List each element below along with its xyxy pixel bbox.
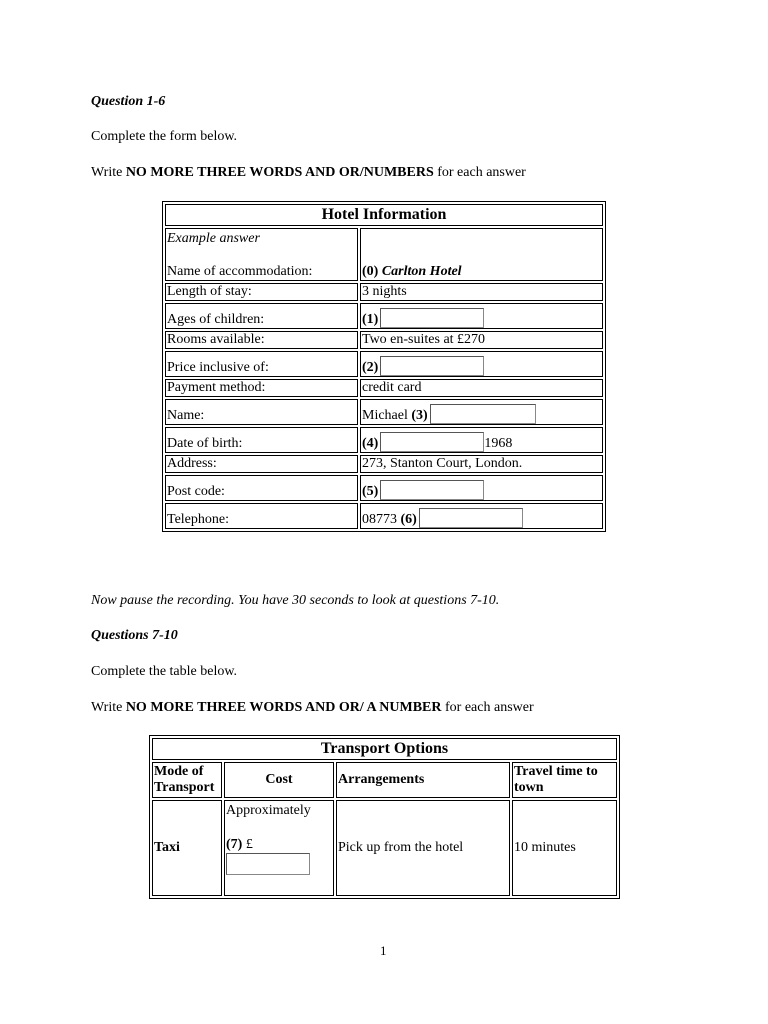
answer-4-input[interactable] bbox=[380, 432, 484, 452]
question-5-number: (5) bbox=[362, 484, 379, 499]
row-rooms-available-label: Rooms available: bbox=[165, 331, 358, 349]
transport-table-caption: Transport Options bbox=[152, 738, 617, 760]
page-number: 1 bbox=[380, 943, 387, 958]
cell-travel-time: 10 minutes bbox=[512, 800, 617, 896]
cell-mode: Taxi bbox=[152, 800, 222, 896]
row-ages-of-children-value bbox=[360, 303, 603, 329]
hotel-information-table bbox=[162, 201, 606, 532]
transport-options-table bbox=[149, 735, 620, 899]
telephone-prefix: 08773 bbox=[362, 512, 401, 527]
header-travel-time: Travel time to town bbox=[512, 762, 617, 798]
header-arrangements: Arrangements bbox=[336, 762, 510, 798]
example-number: (0) bbox=[362, 264, 379, 279]
cost-line bbox=[226, 837, 332, 853]
hotel-table-caption: Hotel Information bbox=[165, 204, 603, 226]
question-3-number: (3) bbox=[411, 408, 428, 423]
row-rooms-available-value: Two en-suites at £270 bbox=[360, 331, 603, 349]
cell-cost bbox=[224, 800, 334, 896]
question-7-number: (7) bbox=[226, 837, 243, 852]
cost-approximately: Approximately bbox=[226, 803, 311, 818]
section2-title: Questions 7-10 bbox=[91, 628, 178, 643]
word-limit-suffix: for each answer bbox=[441, 700, 534, 715]
row-date-of-birth-label: Date of birth: bbox=[165, 427, 358, 453]
word-limit-suffix: for each answer bbox=[433, 165, 526, 180]
question-2-number: (2) bbox=[362, 360, 379, 375]
answer-2-input[interactable] bbox=[380, 356, 484, 376]
row-price-inclusive-value bbox=[360, 351, 603, 377]
answer-6-input[interactable] bbox=[419, 508, 523, 528]
row-payment-method-value: credit card bbox=[360, 379, 603, 397]
word-limit-prefix: Write bbox=[91, 700, 126, 715]
answer-5-input[interactable] bbox=[380, 480, 484, 500]
row-payment-method-label: Payment method: bbox=[165, 379, 358, 397]
row-length-of-stay-label: Length of stay: bbox=[165, 283, 358, 301]
row-price-inclusive-label: Price inclusive of: bbox=[165, 351, 358, 377]
row-telephone-label: Telephone: bbox=[165, 503, 358, 529]
currency-symbol: £ bbox=[242, 837, 253, 852]
header-mode: Mode of Transport bbox=[152, 762, 222, 798]
row-name-of-accommodation-label bbox=[165, 228, 358, 281]
question-4-number: (4) bbox=[362, 436, 379, 451]
word-limit-bold: NO MORE THREE WORDS AND OR/ A NUMBER bbox=[125, 700, 442, 715]
word-limit-prefix: Write bbox=[91, 165, 126, 180]
question-1-number: (1) bbox=[362, 312, 379, 327]
row-name-label: Name: bbox=[165, 399, 358, 425]
row-date-of-birth-value bbox=[360, 427, 603, 453]
answer-3-input[interactable] bbox=[430, 404, 536, 424]
section2-instruction: Complete the table below. bbox=[91, 664, 238, 679]
row-post-code-value bbox=[360, 475, 603, 501]
answer-7-input[interactable] bbox=[226, 853, 310, 875]
header-cost: Cost bbox=[224, 762, 334, 798]
row-name-value bbox=[360, 399, 603, 425]
name-prefix: Michael bbox=[362, 408, 412, 423]
answer-1-input[interactable] bbox=[380, 308, 484, 328]
label-text: Name of accommodation: bbox=[167, 264, 313, 279]
section1-title: Question 1-6 bbox=[91, 94, 166, 109]
question-6-number: (6) bbox=[400, 512, 417, 527]
section1-word-limit bbox=[91, 165, 526, 181]
section1-instruction: Complete the form below. bbox=[91, 129, 238, 144]
row-name-of-accommodation-value bbox=[360, 228, 603, 281]
birth-year: 1968 bbox=[484, 436, 513, 451]
example-answer-label: Example answer bbox=[167, 231, 260, 246]
row-address-label: Address: bbox=[165, 455, 358, 473]
row-ages-of-children-label: Ages of children: bbox=[165, 303, 358, 329]
row-address-value: 273, Stanton Court, London. bbox=[360, 455, 603, 473]
example-answer-value: Carlton Hotel bbox=[381, 264, 462, 279]
pause-instruction: Now pause the recording. You have 30 seconds to look at questions 7-10. bbox=[91, 593, 500, 608]
cell-arrangements: Pick up from the hotel bbox=[336, 800, 510, 896]
section2-word-limit bbox=[91, 700, 534, 716]
row-telephone-value bbox=[360, 503, 603, 529]
row-post-code-label: Post code: bbox=[165, 475, 358, 501]
word-limit-bold: NO MORE THREE WORDS AND OR/NUMBERS bbox=[125, 165, 434, 180]
row-length-of-stay-value: 3 nights bbox=[360, 283, 603, 301]
